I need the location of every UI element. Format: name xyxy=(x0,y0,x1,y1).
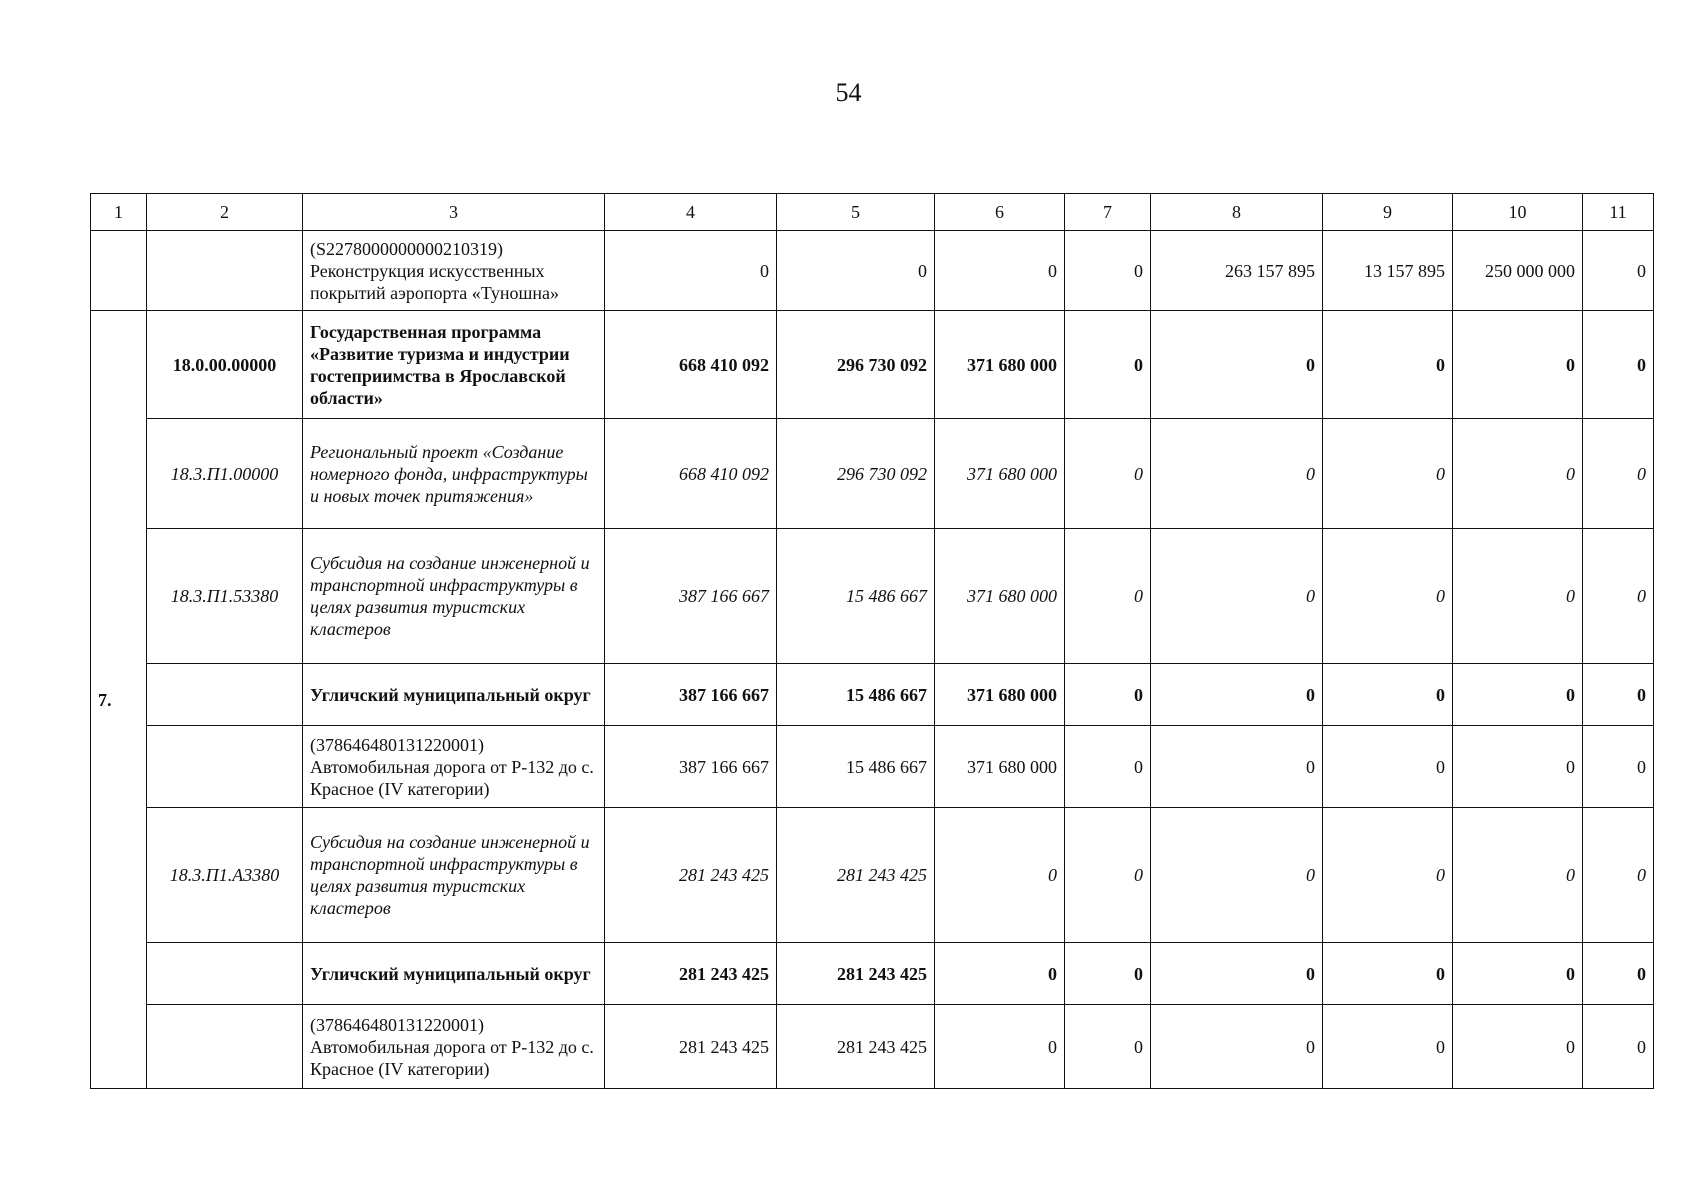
section-index-cell: 7. xyxy=(91,311,147,1089)
value-cell: 0 xyxy=(777,231,935,311)
value-cell: 0 xyxy=(1323,1005,1453,1089)
budget-code-cell: 18.0.00.00000 xyxy=(147,311,303,419)
column-header: 6 xyxy=(935,194,1065,231)
value-cell: 0 xyxy=(1065,664,1151,726)
table-row xyxy=(91,1005,1654,1089)
value-cell: 0 xyxy=(1453,943,1583,1005)
page-number: 54 xyxy=(835,78,862,107)
table-row xyxy=(91,529,1654,664)
value-cell: 387 166 667 xyxy=(605,529,777,664)
value-cell: 0 xyxy=(1065,311,1151,419)
value-cell: 0 xyxy=(1151,419,1323,529)
value-cell: 0 xyxy=(1065,726,1151,808)
value-cell: 668 410 092 xyxy=(605,419,777,529)
value-cell: 0 xyxy=(1151,726,1323,808)
item-name-cell: (378646480131220001) Автомобильная дорога от Р-132 до с. Красное (IV категории) xyxy=(303,726,605,808)
value-cell: 281 243 425 xyxy=(777,808,935,943)
value-cell: 387 166 667 xyxy=(605,664,777,726)
value-cell: 0 xyxy=(1151,529,1323,664)
table-row xyxy=(91,311,1654,419)
budget-code-cell xyxy=(147,726,303,808)
value-cell: 0 xyxy=(1323,808,1453,943)
value-cell: 15 486 667 xyxy=(777,726,935,808)
value-cell: 0 xyxy=(1453,529,1583,664)
value-cell: 371 680 000 xyxy=(935,311,1065,419)
item-name-cell: (378646480131220001) Автомобильная дорога от Р-132 до с. Красное (IV категории) xyxy=(303,1005,605,1089)
row-index-cell xyxy=(91,231,147,311)
value-cell: 0 xyxy=(1323,311,1453,419)
value-cell: 0 xyxy=(1583,1005,1654,1089)
value-cell: 371 680 000 xyxy=(935,419,1065,529)
budget-code-cell xyxy=(147,943,303,1005)
value-cell: 0 xyxy=(935,231,1065,311)
table-row xyxy=(91,943,1654,1005)
value-cell: 0 xyxy=(1323,726,1453,808)
value-cell: 296 730 092 xyxy=(777,311,935,419)
value-cell: 250 000 000 xyxy=(1453,231,1583,311)
budget-code-cell: 18.3.П1.00000 xyxy=(147,419,303,529)
budget-code-cell: 18.3.П1.53380 xyxy=(147,529,303,664)
value-cell: 0 xyxy=(1583,231,1654,311)
table-row xyxy=(91,726,1654,808)
value-cell: 0 xyxy=(1323,664,1453,726)
value-cell: 0 xyxy=(1583,529,1654,664)
value-cell: 0 xyxy=(1453,808,1583,943)
column-header: 10 xyxy=(1453,194,1583,231)
value-cell: 281 243 425 xyxy=(777,943,935,1005)
value-cell: 15 486 667 xyxy=(777,664,935,726)
item-name-cell: (S22780000000002103​19) Реконструкция искусственных покрытий аэропорта «Туношна» xyxy=(303,231,605,311)
value-cell: 0 xyxy=(1453,311,1583,419)
column-header: 4 xyxy=(605,194,777,231)
value-cell: 281 243 425 xyxy=(605,943,777,1005)
value-cell: 668 410 092 xyxy=(605,311,777,419)
value-cell: 0 xyxy=(1065,529,1151,664)
item-name-cell: Угличский муниципальный округ xyxy=(303,664,605,726)
table-row xyxy=(91,419,1654,529)
value-cell: 0 xyxy=(1453,664,1583,726)
value-cell: 0 xyxy=(1583,726,1654,808)
item-name-cell: Государственная программа «Развитие туризма и индустрии гостеприимства в Ярославской области» xyxy=(303,311,605,419)
column-header: 2 xyxy=(147,194,303,231)
value-cell: 0 xyxy=(1065,231,1151,311)
value-cell: 0 xyxy=(1065,1005,1151,1089)
item-name-cell: Региональный проект «Создание номерного фонда, инфраструктуры и новых точек притяжения» xyxy=(303,419,605,529)
budget-code-cell: 18.3.П1.А3380 xyxy=(147,808,303,943)
column-header: 8 xyxy=(1151,194,1323,231)
item-name-cell: Угличский муниципальный округ xyxy=(303,943,605,1005)
value-cell: 0 xyxy=(1151,943,1323,1005)
column-header: 5 xyxy=(777,194,935,231)
value-cell: 281 243 425 xyxy=(605,808,777,943)
budget-code-cell xyxy=(147,664,303,726)
value-cell: 0 xyxy=(935,1005,1065,1089)
budget-table xyxy=(90,193,1654,1089)
value-cell: 0 xyxy=(1151,664,1323,726)
value-cell: 0 xyxy=(1065,419,1151,529)
value-cell: 263 157 895 xyxy=(1151,231,1323,311)
table-row xyxy=(91,231,1654,311)
value-cell: 0 xyxy=(935,808,1065,943)
table-row xyxy=(91,808,1654,943)
budget-code-cell xyxy=(147,1005,303,1089)
value-cell: 0 xyxy=(1583,943,1654,1005)
value-cell: 371 680 000 xyxy=(935,664,1065,726)
column-header: 1 xyxy=(91,194,147,231)
budget-code-cell xyxy=(147,231,303,311)
value-cell: 0 xyxy=(1583,419,1654,529)
value-cell: 0 xyxy=(1151,808,1323,943)
value-cell: 281 243 425 xyxy=(605,1005,777,1089)
column-header: 11 xyxy=(1583,194,1654,231)
value-cell: 296 730 092 xyxy=(777,419,935,529)
value-cell: 0 xyxy=(1151,1005,1323,1089)
column-header: 9 xyxy=(1323,194,1453,231)
column-number-row xyxy=(91,194,1654,231)
value-cell: 0 xyxy=(605,231,777,311)
value-cell: 371 680 000 xyxy=(935,726,1065,808)
value-cell: 0 xyxy=(1065,808,1151,943)
value-cell: 0 xyxy=(1323,529,1453,664)
value-cell: 0 xyxy=(1453,1005,1583,1089)
column-header: 7 xyxy=(1065,194,1151,231)
table-row xyxy=(91,664,1654,726)
column-header: 3 xyxy=(303,194,605,231)
value-cell: 15 486 667 xyxy=(777,529,935,664)
value-cell: 0 xyxy=(1453,726,1583,808)
value-cell: 0 xyxy=(1583,664,1654,726)
value-cell: 13 157 895 xyxy=(1323,231,1453,311)
value-cell: 0 xyxy=(1583,808,1654,943)
value-cell: 0 xyxy=(935,943,1065,1005)
value-cell: 0 xyxy=(1453,419,1583,529)
item-name-cell: Субсидия на создание инженерной и транспортной инфраструктуры в целях развития туристских кластеров xyxy=(303,808,605,943)
value-cell: 0 xyxy=(1323,943,1453,1005)
item-name-cell: Субсидия на создание инженерной и транспортной инфраструктуры в целях развития туристских кластеров xyxy=(303,529,605,664)
value-cell: 0 xyxy=(1583,311,1654,419)
value-cell: 0 xyxy=(1065,943,1151,1005)
value-cell: 0 xyxy=(1151,311,1323,419)
value-cell: 387 166 667 xyxy=(605,726,777,808)
value-cell: 371 680 000 xyxy=(935,529,1065,664)
value-cell: 281 243 425 xyxy=(777,1005,935,1089)
value-cell: 0 xyxy=(1323,419,1453,529)
